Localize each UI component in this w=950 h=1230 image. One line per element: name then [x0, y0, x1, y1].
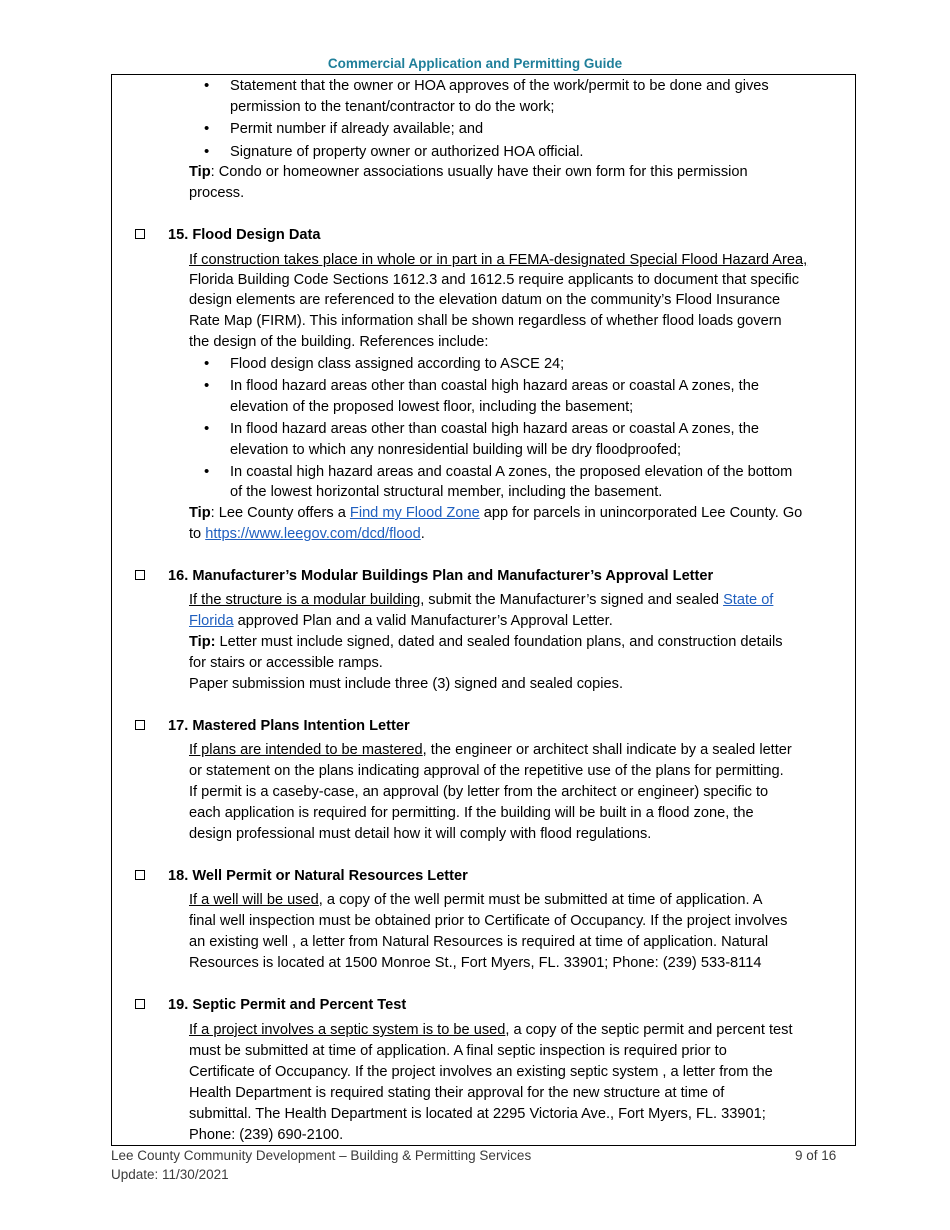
list-item: In flood hazard areas other than coastal high hazard areas or coastal A zones, the [230, 421, 759, 437]
body-line: design professional must detail how it will comply with flood regulations. [189, 826, 652, 842]
condition-text-17: If plans are intended to be mastered [189, 742, 423, 758]
body-line: must be submitted at time of application. A final septic inspection is required prior to [189, 1043, 727, 1059]
tip-text: to [189, 526, 206, 542]
bullet-icon: • [204, 463, 210, 480]
list-item: In flood hazard areas other than coastal high hazard areas or coastal A zones, the [230, 378, 759, 394]
list-item: In coastal high hazard areas and coastal A zones, the proposed elevation of the bottom [230, 464, 793, 480]
tip-text: app for parcels in unincorporated Lee County. Go [479, 505, 803, 521]
bullet-icon: • [204, 77, 210, 94]
tip-paragraph [189, 503, 802, 523]
body-line: the design of the building. References include: [189, 334, 489, 350]
section-heading-15: 15. Flood Design Data [168, 227, 321, 243]
body-line: Phone: (239) 690-2100. [189, 1127, 344, 1143]
body-line: Resources is located at 1500 Monroe St., Fort Myers, FL. 33901; Phone: (239) 533-8114 [189, 955, 762, 971]
body-line: Florida Building Code Sections 1612.3 and 1612.5 require applicants to document that specific [189, 272, 800, 288]
condition-text-16: If the structure is a modular building [189, 592, 421, 608]
body-line: each application is required for permitting. If the building will be built in a flood zone, the [189, 805, 754, 821]
condition-text-15: If construction takes place in whole or in part in a FEMA-designated Special Flood Hazard Area, [189, 252, 808, 268]
body-line: If permit is a caseby-case, an approval (by letter from the architect or engineer) specific to [189, 784, 769, 800]
bullet-icon: • [204, 355, 210, 372]
body-line: Certificate of Occupancy. If the project involves an existing septic system , a letter from the [189, 1064, 773, 1080]
body-text: , the engineer or architect shall indicate by a sealed letter [422, 742, 792, 758]
document-title: Commercial Application and Permitting Guide [327, 56, 623, 71]
body-line: an existing well , a letter from Natural Resources is required at time of application. Natural [189, 934, 769, 950]
tip-paragraph [189, 162, 748, 182]
find-my-flood-zone-link[interactable]: Find my Flood Zone [349, 505, 480, 521]
body-line: final well inspection must be obtained prior to Certificate of Occupancy. If the project involves [189, 913, 788, 929]
condition-text-18: If a well will be used [189, 892, 319, 908]
state-of-florida-link[interactable]: State of [723, 592, 774, 608]
body-line: or statement on the plans indicating approval of the repetitive use of the plans for permitting. [189, 763, 784, 779]
body-text: , a copy of the septic permit and percent test [505, 1022, 793, 1038]
list-item: Signature of property owner or authorized HOA official. [230, 144, 584, 160]
body-line: submittal. The Health Department is located at 2295 Victoria Ave., Fort Myers, FL. 33901; [189, 1106, 766, 1122]
body-line: design elements are referenced to the elevation datum on the community’s Flood Insurance [189, 292, 781, 308]
bullet-icon: • [204, 420, 210, 437]
tip-text: Letter must include signed, dated and sealed foundation plans, and construction details [215, 634, 783, 650]
tip-label: Tip: [189, 634, 216, 650]
body-line [189, 611, 613, 631]
tip-text: . [420, 526, 425, 542]
tip-paragraph [189, 632, 783, 652]
body-text: , submit the Manufacturer’s signed and sealed [420, 592, 724, 608]
tip-paragraph-continued [189, 524, 425, 544]
tip-label: Tip [189, 505, 211, 521]
footer-update-date: Update: 11/30/2021 [111, 1167, 229, 1182]
state-of-florida-link[interactable]: Florida [189, 613, 234, 629]
footer-organization: Lee County Community Development – Building & Permitting Services [111, 1148, 532, 1163]
list-item: Permit number if already available; and [230, 121, 484, 137]
list-item-continued: elevation to which any nonresidential building will be dry floodproofed; [230, 442, 682, 458]
bullet-icon: • [204, 377, 210, 394]
list-item-continued: permission to the tenant/contractor to do the work; [230, 99, 555, 115]
tip-text: : Lee County offers a [210, 505, 350, 521]
body-line [189, 740, 792, 760]
section-heading-16: 16. Manufacturer’s Modular Buildings Plan and Manufacturer’s Approval Letter [168, 568, 714, 584]
body-text: approved Plan and a valid Manufacturer’s Approval Letter. [233, 613, 613, 629]
checkbox-16[interactable] [135, 570, 145, 580]
body-line [189, 590, 773, 610]
body-line: Health Department is required stating their approval for the new structure at time of [189, 1085, 725, 1101]
body-line [189, 890, 763, 910]
page-number: 9 of 16 [795, 1148, 837, 1163]
list-item-continued: of the lowest horizontal structural member, including the basement. [230, 484, 663, 500]
checkbox-17[interactable] [135, 720, 145, 730]
body-line: Rate Map (FIRM). This information shall be shown regardless of whether flood loads govern [189, 313, 782, 329]
checkbox-19[interactable] [135, 999, 145, 1009]
flood-url-link[interactable]: https://www.leegov.com/dcd/flood [205, 526, 421, 542]
bullet-icon: • [204, 120, 210, 137]
tip-text-continued: for stairs or accessible ramps. [189, 655, 383, 671]
bullet-icon: • [204, 143, 210, 160]
list-item-continued: elevation of the proposed lowest floor, including the basement; [230, 399, 634, 415]
tip-text-continued: process. [189, 185, 245, 201]
checkbox-18[interactable] [135, 870, 145, 880]
section-heading-17: 17. Mastered Plans Intention Letter [168, 718, 410, 734]
checkbox-15[interactable] [135, 229, 145, 239]
condition-text-19: If a project involves a septic system is to be used [189, 1022, 506, 1038]
tip-label: Tip [189, 164, 211, 180]
section-heading-18: 18. Well Permit or Natural Resources Letter [168, 868, 468, 884]
tip-text: : Condo or homeowner associations usually have their own form for this permission [210, 164, 748, 180]
list-item: Statement that the owner or HOA approves of the work/permit to be done and gives [230, 78, 769, 94]
body-line [189, 1020, 793, 1040]
section-heading-19: 19. Septic Permit and Percent Test [168, 997, 407, 1013]
body-line: Paper submission must include three (3) signed and sealed copies. [189, 676, 624, 692]
body-text: , a copy of the well permit must be submitted at time of application. A [318, 892, 763, 908]
list-item: Flood design class assigned according to ASCE 24; [230, 356, 565, 372]
